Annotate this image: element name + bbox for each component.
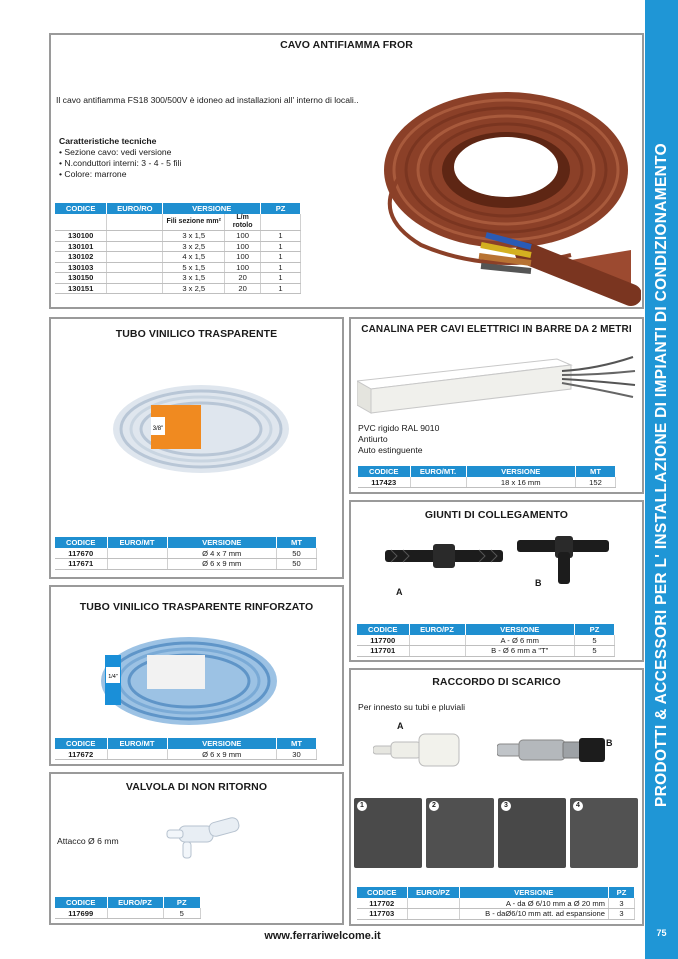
raccordo-table: [357, 887, 635, 920]
cable-coil-image: [341, 75, 641, 307]
cavo-title: CAVO ANTIFIAMMA FROR: [280, 39, 413, 51]
table-row: [55, 262, 301, 273]
table-cell: 117672: [55, 749, 107, 760]
straight-joint-image: [385, 540, 503, 572]
table-cell: [107, 262, 163, 273]
table-cell: 1: [261, 241, 301, 252]
table-cell: [107, 252, 163, 263]
giunti-panel: [349, 500, 644, 662]
subheader-length: L/m rotolo: [225, 214, 261, 231]
reinforced-hose-image: [99, 629, 279, 729]
table-cell: 20: [225, 273, 261, 284]
table-cell: 100: [225, 262, 261, 273]
table-header-cell: VERSIONE: [167, 537, 277, 548]
table-cell: 100: [225, 252, 261, 263]
tubo-rinforzato-title: TUBO VINILICO TRASPARENTE RINFORZATO: [79, 601, 314, 613]
cavo-description: Il cavo antifiamma FS18 300/500V è idoneo ad installazioni all' interno di locali..: [56, 95, 359, 105]
table-row: [357, 898, 635, 909]
install-step-4-photo: [570, 798, 638, 868]
table-header-cell: CODICE: [357, 624, 409, 635]
table-cell: [107, 548, 167, 559]
table-cell: 117670: [55, 548, 107, 559]
table-row: [55, 252, 301, 263]
table-header-cell: EURO/MT: [107, 537, 167, 548]
table-cell: 117699: [55, 908, 107, 919]
table-header-cell: VERSIONE: [466, 466, 576, 477]
table-cell: 5 x 1,5: [163, 262, 225, 273]
table-cell: 3 x 1,5: [163, 273, 225, 284]
check-valve-image: [161, 804, 251, 864]
reinforced-label-size: 1/4": [108, 674, 118, 680]
hose-label-size: 3/8": [152, 426, 164, 432]
step-badge-1: 1: [357, 801, 367, 811]
canalina-table: [358, 466, 616, 488]
table-cell: 130151: [55, 283, 107, 294]
table-cell: 117701: [357, 646, 409, 657]
table-cell: [107, 214, 163, 231]
table-cell: 1: [261, 231, 301, 242]
tubo-rinforzato-table: [55, 738, 317, 760]
table-cell: B - Ø 6 mm a "T": [465, 646, 575, 657]
table-header-cell: EURO/PZ: [407, 887, 459, 898]
table-row: [55, 749, 317, 760]
cavo-panel: [49, 33, 644, 309]
table-cell: 130100: [55, 231, 107, 242]
table-row: [357, 635, 615, 646]
col-codice: CODICE: [55, 203, 107, 214]
table-cell: A - da Ø 6/10 mm a Ø 20 mm: [459, 898, 609, 909]
giunti-table: [357, 624, 615, 657]
table-header-cell: MT: [277, 738, 317, 749]
table-header-cell: EURO/PZ: [409, 624, 465, 635]
table-cell: 100: [225, 231, 261, 242]
raccordo-label-b: B: [606, 738, 613, 748]
t-joint-image: [517, 534, 609, 584]
table-cell: 1: [261, 273, 301, 284]
table-cell: [407, 898, 459, 909]
table-row: [55, 283, 301, 294]
valvola-table: [55, 897, 201, 919]
table-row: [55, 241, 301, 252]
table-cell: 3 x 2,5: [163, 283, 225, 294]
col-versione: VERSIONE: [163, 203, 261, 214]
table-cell: 130102: [55, 252, 107, 263]
table-cell: 3 x 1,5: [163, 231, 225, 242]
table-cell: 3: [609, 909, 635, 920]
table-row: [55, 231, 301, 242]
table-cell: Ø 4 x 7 mm: [167, 548, 277, 559]
table-cell: 130103: [55, 262, 107, 273]
table-row: [55, 559, 317, 570]
table-cell: [107, 283, 163, 294]
table-row: [55, 273, 301, 284]
table-cell: 1: [261, 262, 301, 273]
table-cell: 18 x 16 mm: [466, 477, 576, 488]
canalina-feature-1: PVC rigido RAL 9010: [358, 423, 440, 433]
cable-duct-image: [357, 349, 641, 417]
table-cell: [107, 749, 167, 760]
table-cell: 30: [277, 749, 317, 760]
install-step-1-photo: [354, 798, 422, 868]
table-cell: 5: [163, 908, 201, 919]
valvola-title: VALVOLA DI NON RITORNO: [125, 781, 268, 793]
table-cell: 1: [261, 252, 301, 263]
cavo-feature-3: • Colore: marrone: [59, 169, 127, 179]
table-header-cell: PZ: [609, 887, 635, 898]
raccordo-panel: [349, 668, 644, 926]
cavo-feature-2: • N.conduttori interni: 3 - 4 - 5 fili: [59, 158, 182, 168]
table-cell: [407, 909, 459, 920]
giunti-label-b: B: [535, 578, 542, 588]
subheader-section: Fili sezione mm²: [163, 214, 225, 231]
raccordo-label-a: A: [397, 721, 404, 731]
table-header-cell: VERSIONE: [465, 624, 575, 635]
drain-fitting-a-image: [373, 730, 473, 770]
drain-fitting-b-image: [497, 732, 607, 768]
table-cell: Ø 6 x 9 mm: [167, 559, 277, 570]
table-cell: 20: [225, 283, 261, 294]
table-header-cell: VERSIONE: [459, 887, 609, 898]
canalina-feature-2: Antiurto: [358, 434, 388, 444]
table-cell: [409, 646, 465, 657]
table-row: [357, 646, 615, 657]
table-cell: 4 x 1,5: [163, 252, 225, 263]
page-number: 75: [656, 928, 667, 938]
table-cell: 50: [277, 548, 317, 559]
valvola-description: Attacco Ø 6 mm: [57, 836, 119, 846]
table-row: [55, 548, 317, 559]
install-step-2-photo: [426, 798, 494, 868]
table-cell: [107, 231, 163, 242]
canalina-feature-3: Auto estinguente: [358, 445, 423, 455]
table-cell: 3 x 2,5: [163, 241, 225, 252]
table-header-cell: CODICE: [55, 738, 107, 749]
table-cell: 117700: [357, 635, 409, 646]
sidebar-title: PRODOTTI & ACCESSORI PER L' INSTALLAZIONE DI IMPIANTI DI CONDIZIONAMENTO: [653, 143, 670, 807]
table-cell: 5: [575, 646, 615, 657]
table-header-cell: VERSIONE: [167, 738, 277, 749]
step-badge-3: 3: [501, 801, 511, 811]
table-cell: 5: [575, 635, 615, 646]
cavo-feature-1: • Sezione cavo: vedi versione: [59, 147, 172, 157]
table-cell: 117423: [358, 477, 410, 488]
step-badge-2: 2: [429, 801, 439, 811]
table-cell: 117702: [357, 898, 407, 909]
table-cell: [55, 214, 107, 231]
table-cell: 117671: [55, 559, 107, 570]
table-cell: Ø 6 x 9 mm: [167, 749, 277, 760]
canalina-title: CANALINA PER CAVI ELETTRICI IN BARRE DA 2 METRI: [361, 324, 632, 335]
table-header-cell: CODICE: [357, 887, 407, 898]
table-row: [357, 909, 635, 920]
table-header-cell: PZ: [575, 624, 615, 635]
table-cell: [107, 908, 163, 919]
table-cell: 3: [609, 898, 635, 909]
table-cell: 130150: [55, 273, 107, 284]
tubo-rinforzato-panel: [49, 585, 344, 766]
table-cell: [107, 559, 167, 570]
table-cell: [410, 477, 466, 488]
raccordo-description: Per innesto su tubi e pluviali: [358, 702, 466, 712]
table-header-cell: CODICE: [55, 537, 107, 548]
cavo-features-title: Caratteristiche tecniche: [59, 136, 157, 146]
table-cell: [107, 241, 163, 252]
table-cell: [409, 635, 465, 646]
table-header-cell: EURO/PZ: [107, 897, 163, 908]
table-header-cell: CODICE: [358, 466, 410, 477]
table-cell: 152: [576, 477, 616, 488]
tubo-panel: [49, 317, 344, 579]
table-cell: A - Ø 6 mm: [465, 635, 575, 646]
raccordo-title: RACCORDO DI SCARICO: [432, 676, 561, 688]
col-pz: PZ: [261, 203, 301, 214]
table-header-cell: MT: [576, 466, 616, 477]
table-header-cell: MT: [277, 537, 317, 548]
table-cell: 1: [261, 283, 301, 294]
table-cell: [107, 273, 163, 284]
table-header-cell: EURO/MT: [107, 738, 167, 749]
footer-url[interactable]: www.ferrariwelcome.it: [264, 930, 381, 942]
table-header-cell: EURO/MT.: [410, 466, 466, 477]
giunti-title: GIUNTI DI COLLEGAMENTO: [424, 509, 569, 521]
table-header-cell: CODICE: [55, 897, 107, 908]
table-cell: [261, 214, 301, 231]
valvola-panel: [49, 772, 344, 925]
col-euro: EURO/RO: [107, 203, 163, 214]
table-header-cell: PZ: [163, 897, 201, 908]
table-cell: 50: [277, 559, 317, 570]
install-step-3-photo: [498, 798, 566, 868]
table-cell: 100: [225, 241, 261, 252]
transparent-hose-image: [111, 377, 291, 477]
tubo-title: TUBO VINILICO TRASPARENTE: [115, 328, 278, 340]
giunti-label-a: A: [396, 587, 403, 597]
table-cell: 130101: [55, 241, 107, 252]
table-cell: 117703: [357, 909, 407, 920]
table-row: [358, 477, 616, 488]
table-row: [55, 908, 201, 919]
canalina-panel: [349, 317, 644, 494]
step-badge-4: 4: [573, 801, 583, 811]
cavo-table: [55, 203, 301, 294]
table-cell: B - daØ6/10 mm att. ad espansione: [459, 909, 609, 920]
tubo-table: [55, 537, 317, 570]
